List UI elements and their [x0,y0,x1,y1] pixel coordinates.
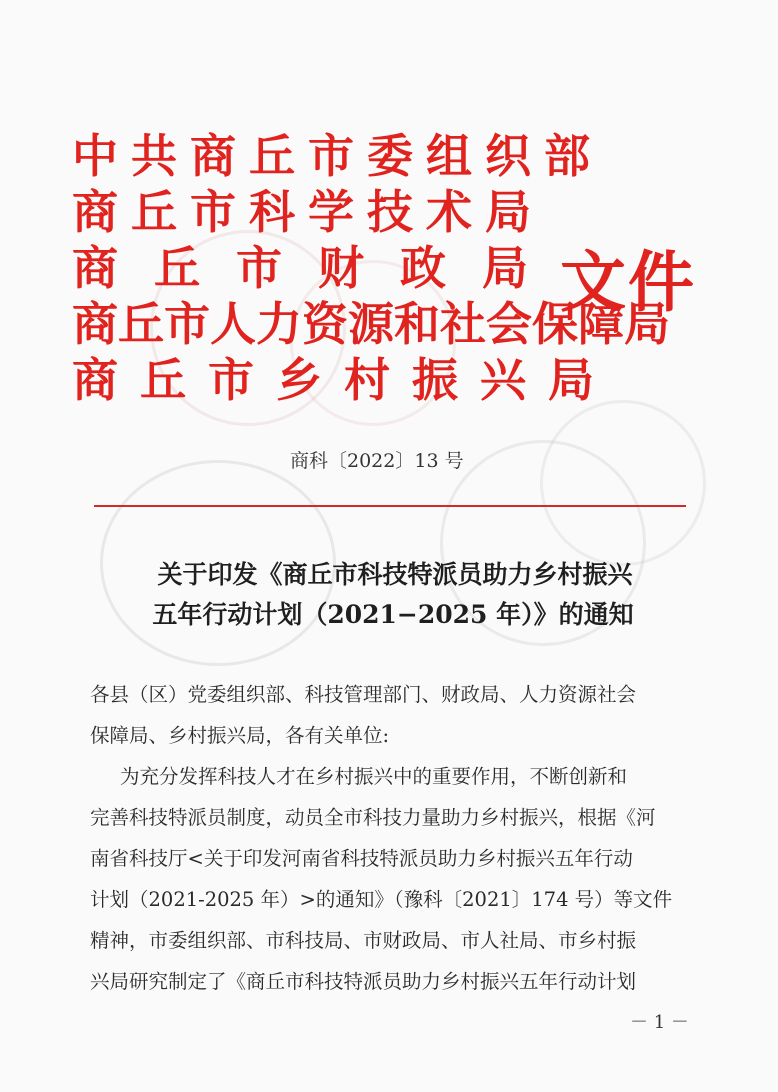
body-line: 各县（区）党委组织部、科技管理部门、财政局、人力资源社会 [90,683,637,706]
body-line: 计划（2021-2025 年）>的通知》（豫科〔2021〕174 号）等文件 [90,888,673,911]
header-divider [94,505,686,507]
document-title-line-1: 关于印发《商丘市科技特派员助力乡村振兴 [157,560,633,589]
issuing-org-5: 商丘市乡村振兴局 [72,353,616,407]
issuing-org-3: 商丘市财政局 [72,241,564,295]
issuing-org-2: 商丘市科学技术局 [72,185,544,239]
page-number: － 1 － [630,1012,689,1033]
issuing-org-4: 商丘市人力资源和社会保障局 [72,297,670,351]
body-line: 精神，市委组织部、市科技局、市财政局、市人社局、市乡村振 [90,929,637,952]
document-title-line-2: 五年行动计划（2021−2025 年）》的通知 [152,600,634,629]
document-label: 文件 [560,243,696,321]
body-line: 完善科技特派员制度，动员全市科技力量助力乡村振兴，根据《河 [90,806,656,829]
body-line: 保障局、乡村振兴局，各有关单位: [90,724,390,747]
official-seal-stamp [540,400,706,566]
document-number: 商科〔2022〕13 号 [290,450,464,472]
body-line: 南省科技厅<关于印发河南省科技特派员助力乡村振兴五年行动 [90,847,633,870]
body-line: 为充分发挥科技人才在乡村振兴中的重要作用，不断创新和 [120,765,628,788]
issuing-org-1: 中共商丘市委组织部 [72,129,603,183]
body-line: 兴局研究制定了《商丘市科技特派员助力乡村振兴五年行动计划 [90,970,637,993]
